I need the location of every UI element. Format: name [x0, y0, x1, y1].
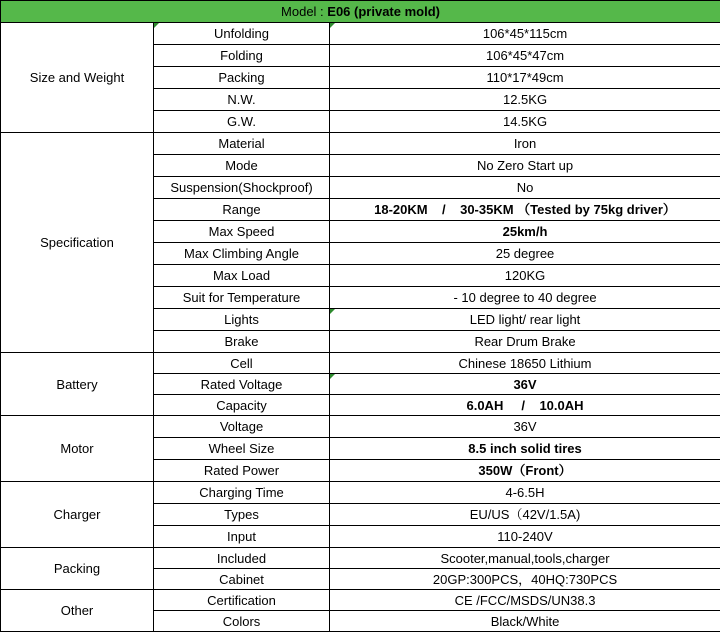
attr-label: Rated Power [154, 460, 330, 482]
attr-label: Range [154, 199, 330, 221]
attr-value: - 10 degree to 40 degree [330, 287, 720, 309]
group-packing: Packing [1, 548, 154, 590]
attr-value: 20GP:300PCS，40HQ:730PCS [330, 569, 720, 590]
attr-value: 6.0AH / 10.0AH [330, 395, 720, 416]
header-row [1, 1, 720, 23]
table-row [1, 416, 720, 438]
attr-value: 106*45*115cm [330, 23, 720, 45]
attr-value: 14.5KG [330, 111, 720, 133]
attr-value: LED light/ rear light [330, 309, 720, 331]
attr-value: EU/US（42V/1.5A) [330, 504, 720, 526]
attr-label: Suit for Temperature [154, 287, 330, 309]
attr-value: 12.5KG [330, 89, 720, 111]
table-row [1, 353, 720, 374]
attr-value: No Zero Start up [330, 155, 720, 177]
attr-value: 25 degree [330, 243, 720, 265]
attr-value: 110*17*49cm [330, 67, 720, 89]
attr-label: Wheel Size [154, 438, 330, 460]
attr-label: G.W. [154, 111, 330, 133]
group-size-weight: Size and Weight [1, 23, 154, 133]
attr-value: 106*45*47cm [330, 45, 720, 67]
attr-label: Colors [154, 611, 330, 632]
attr-value: 120KG [330, 265, 720, 287]
attr-value: 18-20KM / 30-35KM （Tested by 75kg driver） [330, 199, 720, 221]
attr-value: Iron [330, 133, 720, 155]
group-charger: Charger [1, 482, 154, 548]
attr-label: Certification [154, 590, 330, 611]
attr-label: N.W. [154, 89, 330, 111]
attr-label: Suspension(Shockproof) [154, 177, 330, 199]
group-battery: Battery [1, 353, 154, 416]
attr-label: Mode [154, 155, 330, 177]
attr-label: Folding [154, 45, 330, 67]
attr-value: Black/White [330, 611, 720, 632]
attr-value: 110-240V [330, 526, 720, 548]
attr-label: Voltage [154, 416, 330, 438]
attr-value: Rear Drum Brake [330, 331, 720, 353]
table-row [1, 482, 720, 504]
group-specification: Specification [1, 133, 154, 353]
attr-value: No [330, 177, 720, 199]
attr-label: Material [154, 133, 330, 155]
attr-label: Input [154, 526, 330, 548]
attr-value: 36V [330, 416, 720, 438]
attr-label: Cell [154, 353, 330, 374]
attr-label: Capacity [154, 395, 330, 416]
attr-value: 4-6.5H [330, 482, 720, 504]
group-other: Other [1, 590, 154, 632]
table-row [1, 590, 720, 611]
table-row [1, 133, 720, 155]
attr-label: Max Climbing Angle [154, 243, 330, 265]
model-prefix: Model : [281, 4, 327, 19]
attr-label: Packing [154, 67, 330, 89]
attr-label: Cabinet [154, 569, 330, 590]
attr-value: CE /FCC/MSDS/UN38.3 [330, 590, 720, 611]
attr-label: Included [154, 548, 330, 569]
model-header [1, 1, 720, 23]
attr-value: 350W（Front） [330, 460, 720, 482]
table-row [1, 548, 720, 569]
attr-label: Charging Time [154, 482, 330, 504]
attr-value: 8.5 inch solid tires [330, 438, 720, 460]
attr-value: 36V [330, 374, 720, 395]
attr-label: Unfolding [154, 23, 330, 45]
attr-label: Max Load [154, 265, 330, 287]
table-row [1, 23, 720, 45]
attr-value: Chinese 18650 Lithium [330, 353, 720, 374]
attr-label: Rated Voltage [154, 374, 330, 395]
attr-label: Lights [154, 309, 330, 331]
attr-value: 25km/h [330, 221, 720, 243]
model-name: E06 (private mold) [327, 4, 440, 19]
attr-label: Brake [154, 331, 330, 353]
attr-label: Types [154, 504, 330, 526]
attr-label: Max Speed [154, 221, 330, 243]
group-motor: Motor [1, 416, 154, 482]
attr-value: Scooter,manual,tools,charger [330, 548, 720, 569]
